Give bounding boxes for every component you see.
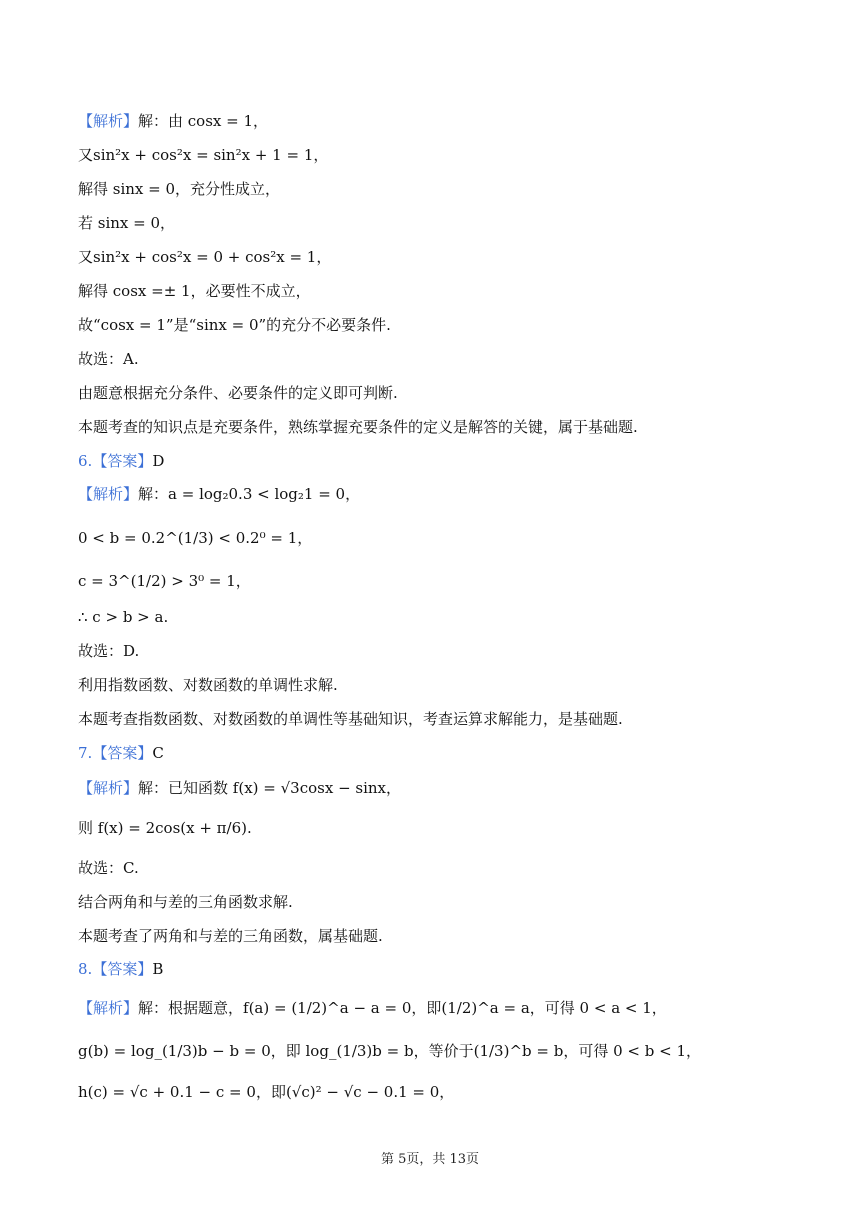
text-line [78, 348, 139, 370]
line-text: 本题考查的知识点是充要条件，熟练掌握充要条件的定义是解答的关键，属于基础题. [78, 418, 638, 436]
text-line [78, 212, 175, 234]
text-line [78, 280, 311, 302]
text-line [78, 891, 293, 913]
line-text: 利用指数函数、对数函数的单调性求解. [78, 676, 338, 694]
text-line [78, 570, 251, 592]
text-line [78, 314, 391, 336]
page-footer: 第 5页，共 13页 [380, 1152, 480, 1167]
line-text: h(c) = √c + 0.1 − c = 0，即(√c)² − √c − 0.1 = 0， [78, 1083, 455, 1101]
analysis-tag: 【解析】 [78, 485, 139, 503]
line-text: 解：由 cosx = 1， [138, 112, 269, 130]
analysis-tag: 【解析】 [78, 112, 139, 130]
text-line [78, 997, 667, 1019]
line-text: 又sin²x + cos²x = sin²x + 1 = 1， [78, 146, 329, 164]
text-line [78, 178, 280, 200]
question-number: 6. [78, 452, 93, 470]
text-line [78, 640, 139, 662]
analysis-tag: 【解析】 [78, 999, 139, 1017]
line-text: 则 f(x) = 2cos(x + π/6). [78, 819, 252, 837]
answer-heading-7 [78, 742, 164, 764]
line-text: 解得 sinx = 0，充分性成立， [78, 180, 281, 198]
analysis-tag: 【解析】 [78, 779, 139, 797]
text-line [78, 708, 623, 730]
line-text: g(b) = log_(1/3)b − b = 0，即 log_(1/3)b = b，等价于(1/3)^b = b，可得 0 < b < 1， [78, 1042, 701, 1060]
text-line [78, 483, 360, 505]
line-text: 故选：A. [78, 350, 139, 368]
question-number: 8. [78, 960, 93, 978]
line-text: 解：已知函数 f(x) = √3cosx − sinx， [138, 779, 402, 797]
text-line [78, 382, 398, 404]
answer-letter: C [152, 744, 164, 762]
text-line [78, 925, 383, 947]
text-line [78, 777, 401, 799]
question-number: 7. [78, 744, 93, 762]
line-text: 若 sinx = 0， [78, 214, 176, 232]
text-line [78, 110, 268, 132]
line-text: 结合两角和与差的三角函数求解. [78, 893, 293, 911]
answer-tag: 【答案】 [92, 452, 153, 470]
line-text: c = 3^(1/2) > 3⁰ = 1， [78, 572, 251, 590]
text-line [78, 527, 312, 549]
answer-heading-6 [78, 450, 164, 472]
answer-tag: 【答案】 [92, 960, 153, 978]
line-text: 0 < b = 0.2^(1/3) < 0.2⁰ = 1， [78, 529, 313, 547]
line-text: ∴ c > b > a. [78, 608, 169, 626]
line-text: 又sin²x + cos²x = 0 + cos²x = 1， [78, 248, 332, 266]
line-text: 故“cosx = 1”是“sinx = 0”的充分不必要条件. [78, 316, 391, 334]
text-line [78, 1081, 454, 1103]
text-line [78, 606, 168, 628]
line-text: 解得 cosx =± 1，必要性不成立， [78, 282, 311, 300]
text-line [78, 857, 139, 879]
line-text: 本题考查了两角和与差的三角函数，属基础题. [78, 927, 383, 945]
answer-letter: B [152, 960, 164, 978]
line-text: 解：根据题意，f(a) = (1/2)^a − a = 0，即(1/2)^a = a，可得 0 < a < 1， [138, 999, 667, 1017]
line-text: 故选：D. [78, 642, 140, 660]
text-line [78, 1040, 701, 1062]
answer-tag: 【答案】 [92, 744, 153, 762]
line-text: 解：a = log₂0.3 < log₂1 = 0， [138, 485, 361, 503]
line-text: 由题意根据充分条件、必要条件的定义即可判断. [78, 384, 398, 402]
text-line [78, 674, 338, 696]
line-text: 本题考查指数函数、对数函数的单调性等基础知识，考查运算求解能力，是基础题. [78, 710, 623, 728]
answer-heading-8 [78, 958, 163, 980]
text-line [78, 144, 328, 166]
answer-letter: D [152, 452, 165, 470]
text-line [78, 246, 331, 268]
line-text: 故选：C. [78, 859, 139, 877]
text-line [78, 817, 252, 839]
text-line [78, 416, 638, 438]
